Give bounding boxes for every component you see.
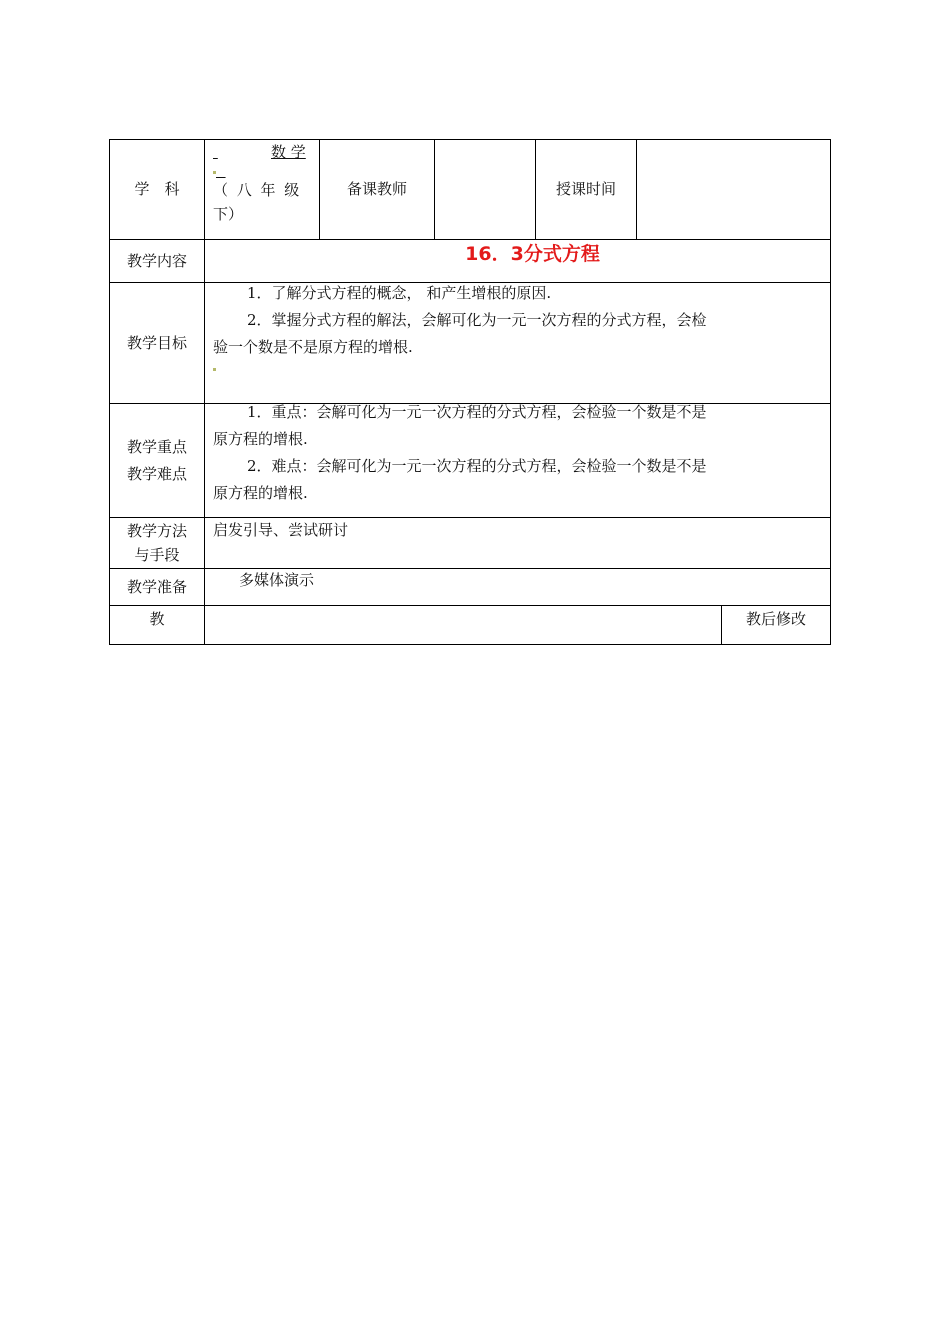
preparation-label: 教学准备	[126, 577, 187, 596]
methods-label-line1: 教学方法	[126, 522, 187, 540]
objective-item-1: 1．了解分式方程的概念， 和产生增根的原因.	[247, 284, 552, 302]
methods-label-line2: 与手段	[134, 546, 180, 564]
difficult-point-2-cont: 原方程的增根.	[213, 484, 308, 502]
content-label: 教学内容	[126, 251, 187, 270]
preparation-value: 多媒体演示	[239, 571, 315, 589]
methods-label	[110, 518, 204, 568]
objectives-label: 教学目标	[126, 333, 187, 352]
subject-value-line3: 下）	[213, 205, 244, 223]
difficult-point-2: 2．难点：会解可化为一元一次方程的分式方程，会检验一个数是不是	[247, 457, 707, 475]
table-border-right	[830, 139, 831, 645]
class-time-value	[637, 140, 830, 239]
lesson-plan-table	[109, 139, 831, 645]
subject-value	[213, 140, 313, 239]
class-time-label: 授课时间	[555, 180, 616, 198]
key-points-content	[213, 399, 823, 514]
subject-label: 学 科	[134, 180, 180, 198]
subject-value-line2: （ 八 年 级	[213, 181, 302, 199]
lesson-title: 16．3分式方程	[465, 243, 600, 265]
key-points-label-line2: 教学难点	[126, 464, 187, 483]
subject-value-line1: 数 学	[271, 143, 306, 161]
key-points-label	[110, 404, 204, 517]
objective-item-2-cont: 验一个数是不是原方程的增根.	[213, 338, 413, 356]
label-column-divider	[204, 139, 205, 645]
revision-label: 教后修改	[745, 610, 806, 628]
key-point-1: 1．重点：会解可化为一元一次方程的分式方程，会检验一个数是不是	[247, 403, 707, 421]
objectives-content	[213, 280, 813, 400]
table-border-bottom	[109, 644, 831, 645]
process-label: 教	[149, 610, 165, 628]
methods-value: 启发引导、尝试研讨	[213, 521, 349, 539]
prep-teacher-value	[435, 140, 535, 239]
key-points-label-line1: 教学重点	[126, 437, 187, 456]
key-point-1-cont: 原方程的增根.	[213, 430, 308, 448]
objective-item-2: 2．掌握分式方程的解法，会解可化为一元一次方程的分式方程，会检	[247, 311, 707, 329]
prep-teacher-label: 备课教师	[346, 180, 407, 198]
